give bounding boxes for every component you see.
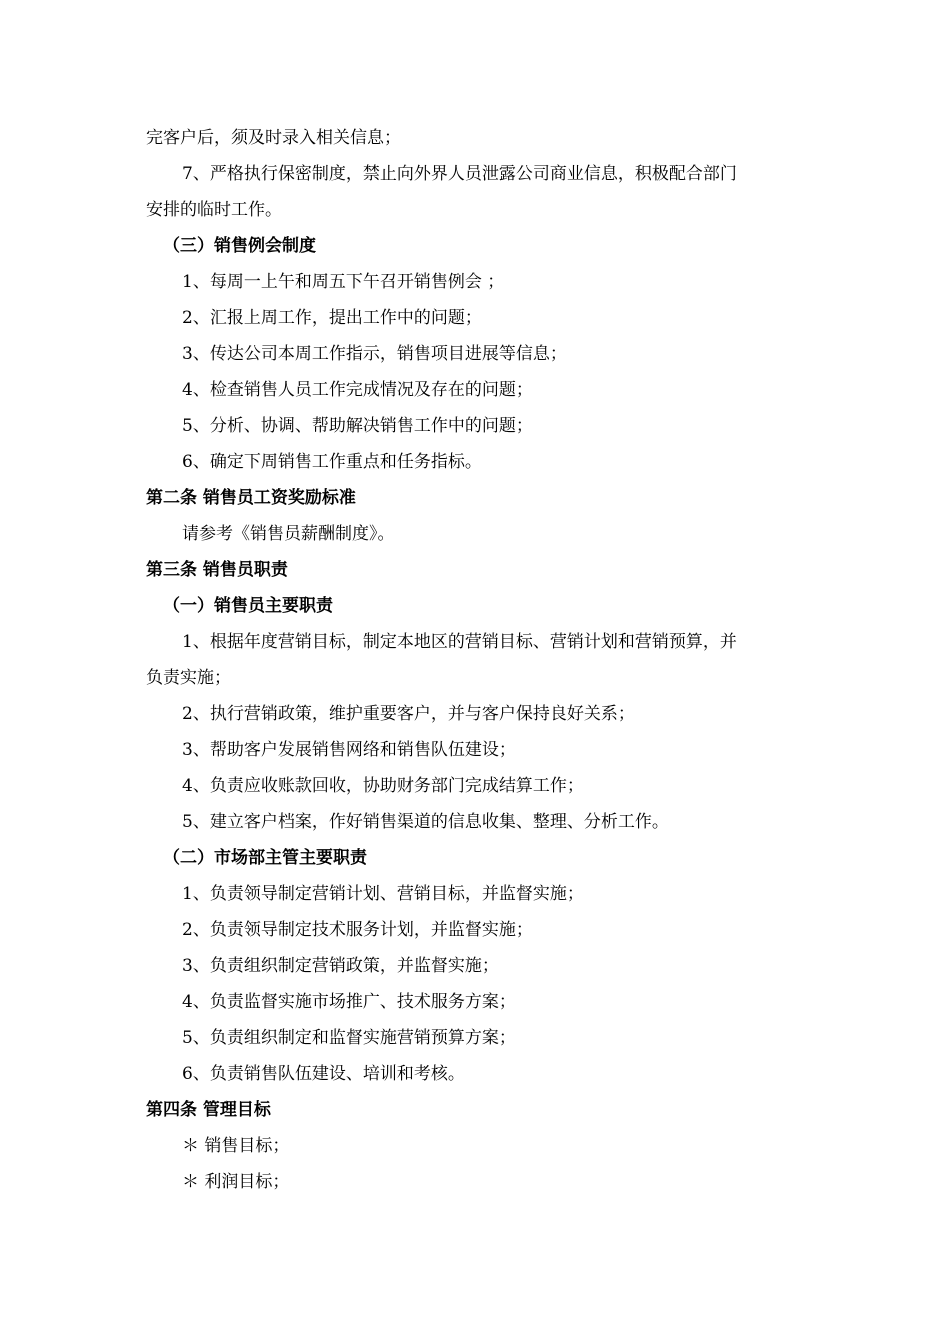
section-heading: 第四条 管理目标 bbox=[146, 1100, 271, 1120]
text-line: 负责实施； bbox=[146, 668, 231, 688]
list-item: 1、每周一上午和周五下午召开销售例会 ； bbox=[182, 272, 505, 292]
text-line: 请参考《销售员薪酬制度》。 bbox=[182, 524, 395, 544]
section-heading: 第二条 销售员工资奖励标准 bbox=[146, 488, 356, 508]
list-item: 4、负责监督实施市场推广、技术服务方案； bbox=[182, 992, 516, 1012]
list-item: 1、负责领导制定营销计划、营销目标，并监督实施； bbox=[182, 884, 584, 904]
list-item: 2、负责领导制定技术服务计划，并监督实施； bbox=[182, 920, 533, 940]
subsection-heading: （一）销售员主要职责 bbox=[163, 596, 333, 616]
list-item: 2、汇报上周工作，提出工作中的问题； bbox=[182, 308, 482, 328]
list-item: 5、负责组织制定和监督实施营销预算方案； bbox=[182, 1028, 516, 1048]
list-item: 6、负责销售队伍建设、培训和考核。 bbox=[182, 1064, 465, 1084]
list-item: 5、建立客户档案，作好销售渠道的信息收集、整理、分析工作。 bbox=[182, 812, 669, 832]
list-item: 2、执行营销政策，维护重要客户，并与客户保持良好关系； bbox=[182, 704, 635, 724]
list-item: 5、分析、协调、帮助解决销售工作中的问题； bbox=[182, 416, 533, 436]
bullet-item: ＊ 销售目标； bbox=[182, 1136, 290, 1156]
list-item: 3、负责组织制定营销政策，并监督实施； bbox=[182, 956, 499, 976]
text-line: 安排的临时工作。 bbox=[146, 200, 282, 220]
list-item: 4、检查销售人员工作完成情况及存在的问题； bbox=[182, 380, 533, 400]
list-item: 3、帮助客户发展销售网络和销售队伍建设； bbox=[182, 740, 516, 760]
list-item: 1、根据年度营销目标，制定本地区的营销目标、营销计划和营销预算，并 bbox=[182, 632, 737, 652]
section-heading: 第三条 销售员职责 bbox=[146, 560, 288, 580]
list-item: 7、严格执行保密制度，禁止向外界人员泄露公司商业信息，积极配合部门 bbox=[182, 164, 737, 184]
bullet-item: ＊ 利润目标； bbox=[182, 1172, 290, 1192]
subsection-heading: （二）市场部主管主要职责 bbox=[163, 848, 367, 868]
list-item: 6、确定下周销售工作重点和任务指标。 bbox=[182, 452, 482, 472]
list-item: 3、传达公司本周工作指示，销售项目进展等信息； bbox=[182, 344, 567, 364]
text-line: 完客户后，须及时录入相关信息； bbox=[146, 128, 401, 148]
list-item: 4、负责应收账款回收，协助财务部门完成结算工作； bbox=[182, 776, 584, 796]
subsection-heading: （三）销售例会制度 bbox=[163, 236, 316, 256]
